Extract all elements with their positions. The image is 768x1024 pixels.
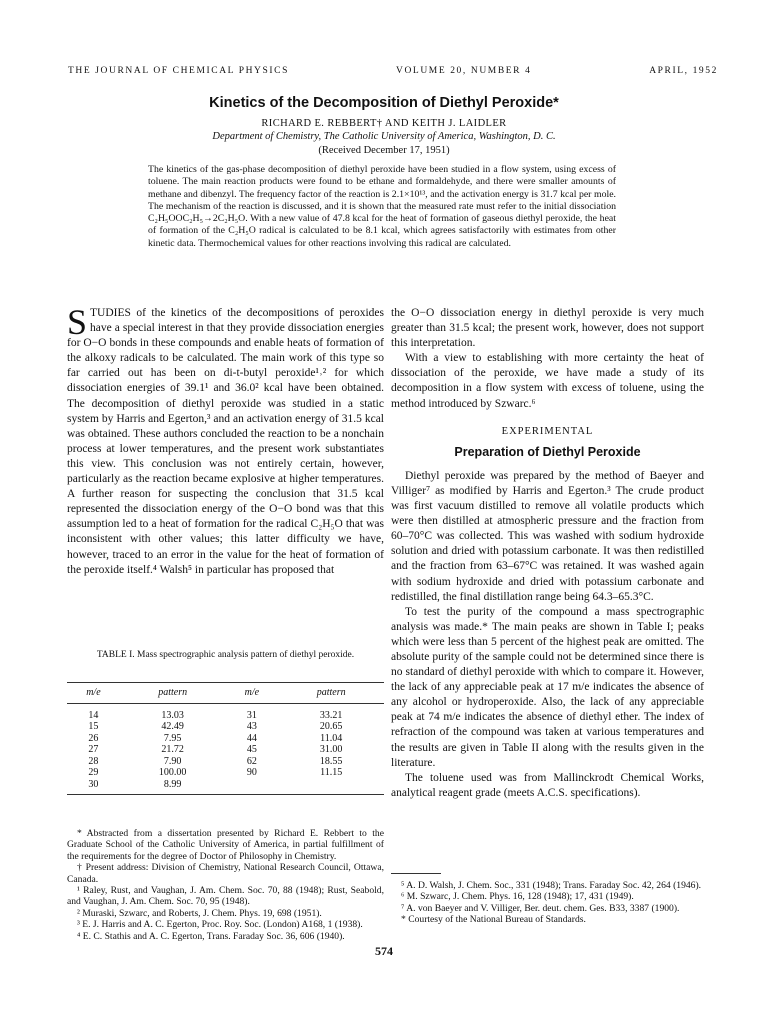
table-cell: 13.03 bbox=[161, 709, 184, 721]
table-cell bbox=[278, 779, 384, 795]
footnote: ¹ Raley, Rust, and Vaughan, J. Am. Chem. Soc. 70, 88 (1948); Rust, Seabold, and Vaughan, J. Am. Chem. Soc. 70, 95 (1948). bbox=[67, 885, 384, 908]
footnote: ⁴ E. C. Stathis and A. C. Egerton, Trans. Faraday Soc. 36, 606 (1940). bbox=[77, 930, 345, 942]
table-cell: 45 bbox=[246, 744, 257, 755]
paragraph: Diethyl peroxide was prepared by the method of Baeyer and Villiger⁷ as modified by Harris and Egerton.³ The crude product was first vacuum distilled to remove all volatile products which were then distilled at atmospheric pressure and the fraction from 60–70°C was collected. This was washed with sodium hydroxide solution and dried with potassium carbonate. It was then redistilled and the fraction from 63–67°C was retained. It was washed again with sodium hydroxide and dried with potassium carbonate and redistilled, the final distillation range being 64.3–65.3°C. bbox=[391, 469, 704, 603]
table-header-cell: m/e bbox=[67, 683, 120, 704]
journal-name: THE JOURNAL OF CHEMICAL PHYSICS bbox=[68, 66, 289, 76]
table-row bbox=[67, 733, 384, 745]
table-row bbox=[67, 756, 384, 768]
table-cell: 21.72 bbox=[161, 744, 184, 755]
table-cell: 18.55 bbox=[319, 755, 343, 767]
footnote: ⁷ A. von Baeyer and V. Villiger, Ber. deut. chem. Ges. B33, 3387 (1900). bbox=[401, 902, 680, 914]
paper-title: Kinetics of the Decomposition of Diethyl Peroxide* bbox=[209, 95, 559, 111]
left-column bbox=[67, 302, 384, 578]
table-cell: 14 bbox=[88, 709, 99, 721]
table-cell: 62 bbox=[246, 755, 257, 767]
table-cell: 100.00 bbox=[158, 767, 187, 778]
footnote: * Abstracted from a dissertation presented by Richard E. Rebbert to the Graduate School of the Catholic University of America, in partial fulfillment of the requirements for the degree of Doctor of Philosophy in Chemistry. bbox=[67, 828, 384, 862]
table-cell: 44 bbox=[246, 732, 257, 744]
table-header-row bbox=[67, 683, 384, 704]
table-cell: 27 bbox=[88, 744, 99, 755]
table-cell: 33.21 bbox=[319, 709, 343, 721]
table-cell: 31 bbox=[246, 709, 257, 721]
footnote: † Present address: Division of Chemistry, National Research Council, Ottawa, Canada. bbox=[67, 862, 384, 885]
running-header bbox=[68, 66, 718, 80]
intro-paragraph bbox=[67, 302, 384, 578]
issue-date: APRIL, 1952 bbox=[649, 66, 718, 76]
table-cell: 20.65 bbox=[319, 721, 343, 732]
page-number: 574 bbox=[375, 944, 393, 958]
footnote-divider bbox=[391, 873, 441, 874]
table-header-cell: pattern bbox=[120, 683, 226, 704]
paragraph: With a view to establishing with more certainty the heat of dissociation of the peroxide, we have made a study of its decomposition in a flow system with excess of toluene, using the method introduced by Szwarc.⁶ bbox=[391, 352, 704, 410]
table-cell: 15 bbox=[88, 721, 99, 732]
table-row bbox=[67, 703, 384, 721]
table-cell: 90 bbox=[246, 767, 257, 778]
table-row bbox=[67, 779, 384, 795]
table-row bbox=[67, 744, 384, 756]
table-cell: 42.49 bbox=[161, 721, 184, 732]
table-header-cell: m/e bbox=[225, 683, 278, 704]
table-row bbox=[67, 721, 384, 733]
footnote: ² Muraski, Szwarc, and Roberts, J. Chem. Phys. 19, 698 (1951). bbox=[77, 907, 322, 919]
subsection-heading: Preparation of Diethyl Peroxide bbox=[454, 444, 641, 459]
table-cell: 26 bbox=[88, 732, 99, 744]
paragraph: The toluene used was from Mallinckrodt Chemical Works, analytical reagent grade (meets A.C.S. specifications). bbox=[391, 771, 704, 799]
table-cell: 31.00 bbox=[319, 744, 343, 755]
footnote: * Courtesy of the National Bureau of Standards. bbox=[401, 914, 586, 926]
table-cell: 11.04 bbox=[320, 732, 343, 744]
table-cell: 29 bbox=[88, 767, 99, 778]
table1 bbox=[67, 682, 384, 795]
footnotes-right bbox=[391, 880, 704, 926]
table-cell: 11.15 bbox=[320, 767, 343, 778]
footnote: ³ E. J. Harris and A. C. Egerton, Proc. Roy. Soc. (London) A168, 1 (1938). bbox=[77, 919, 363, 931]
paragraph: To test the purity of the compound a mass spectrographic analysis was made.* The main peaks are shown in Table I; peaks which were less than 5 percent of the highest peak are omitted. The absolute purity of the sample could not be determined since there is no standard of diethyl peroxide with which to compare it. However, the lack of any appreciable peak at 17 m/e indicates the absence of any alcohol or hydroperoxide. Also, the lack of any appreciable peak at 74 m/e indicates the absence of diethyl ether. The index of refraction of the compound was taken at various temperatures and the results are given in Table II along with the results given in the literature. bbox=[391, 605, 704, 769]
right-column bbox=[391, 306, 704, 801]
table-cell: 7.95 bbox=[163, 732, 182, 744]
table-cell: 43 bbox=[246, 721, 257, 732]
footnote: ⁵ A. D. Walsh, J. Chem. Soc., 331 (1948); Trans. Faraday Soc. 42, 264 (1946). bbox=[401, 880, 702, 891]
table-cell: 30 bbox=[67, 779, 120, 795]
affiliation: Department of Chemistry, The Catholic University of America, Washington, D. C. bbox=[212, 131, 556, 142]
volume-number: VOLUME 20, NUMBER 4 bbox=[396, 66, 532, 76]
received-date: (Received December 17, 1951) bbox=[318, 145, 450, 156]
intro-text: TUDIES of the kinetics of the decompositions of peroxides have a special interest in that they provide dissociation energies for O−O bonds in these compounds and enable heats of formation of the alkoxy radicals to be calculated. The main work of this type so far carried out has been on di-t-butyl peroxide¹˒² for which dissociation energies of 39.1¹ and 36.0² kcal have been obtained. The decomposition of diethyl peroxide was studied in a static system by Harris and Egerton,³ and an activation energy of 31.5 kcal was obtained. These authors concluded the reaction to be a nonchain process at lower temperatures, and the present work substantiates this view. This conclusion was not entirely certain, however, particularly as the reaction became explosive at higher temperatures. A further reason for suspecting the conclusion that 31.5 kcal represented the dissociation energy of the O−O bond was that this assumption led to a heat of formation for the radical C₂H₅O that was inconsistent with other values; this latter difficulty we have, however, traced to an error in the value for the heat of formation of the peroxide itself.⁴ Walsh⁵ in particular has proposed that bbox=[67, 307, 384, 576]
table-cell: 8.99 bbox=[120, 779, 226, 795]
table-cell bbox=[225, 779, 278, 795]
table-row bbox=[67, 767, 384, 779]
section-heading: EXPERIMENTAL bbox=[501, 425, 594, 437]
abstract: The kinetics of the gas-phase decomposition of diethyl peroxide have been studied in a flow system, using excess of toluene. The main reaction products were found to be ethane and formaldehyde, and there were smaller amounts of methane and dibenzyl. The frequency factor of the reaction is 2.1×10¹³, and the activation energy is 31.7 kcal per mole. The mechanism of the reaction is discussed, and it is shown that the measured rate must refer to the initial dissociation C₂H₅OOC₂H₅→2C₂H₅O. With a new value of 47.8 kcal for the heat of formation of gaseous diethyl peroxide, the heat of formation of the C₂H₅O radical is calculated to be 8.1 kcal, which agrees satisfactorily with estimates from other kinetic data. Thermochemical values for other reactions involving this radical are calculated. bbox=[148, 164, 616, 249]
table1-caption: TABLE I. Mass spectrographic analysis pattern of diethyl peroxide. bbox=[96, 650, 355, 660]
table-header-cell: pattern bbox=[278, 683, 384, 704]
authors: RICHARD E. REBBERT† AND KEITH J. LAIDLER bbox=[261, 118, 507, 129]
table-cell: 28 bbox=[88, 755, 99, 767]
drop-cap: S bbox=[67, 302, 88, 342]
footnote: ⁶ M. Szwarc, J. Chem. Phys. 16, 128 (1948); 17, 431 (1949). bbox=[401, 891, 634, 903]
paragraph: the O−O dissociation energy in diethyl peroxide is very much greater than 31.5 kcal; the present work, however, does not support this interpretation. bbox=[391, 307, 704, 350]
footnotes-left bbox=[67, 828, 384, 942]
table-cell: 7.90 bbox=[163, 755, 182, 767]
